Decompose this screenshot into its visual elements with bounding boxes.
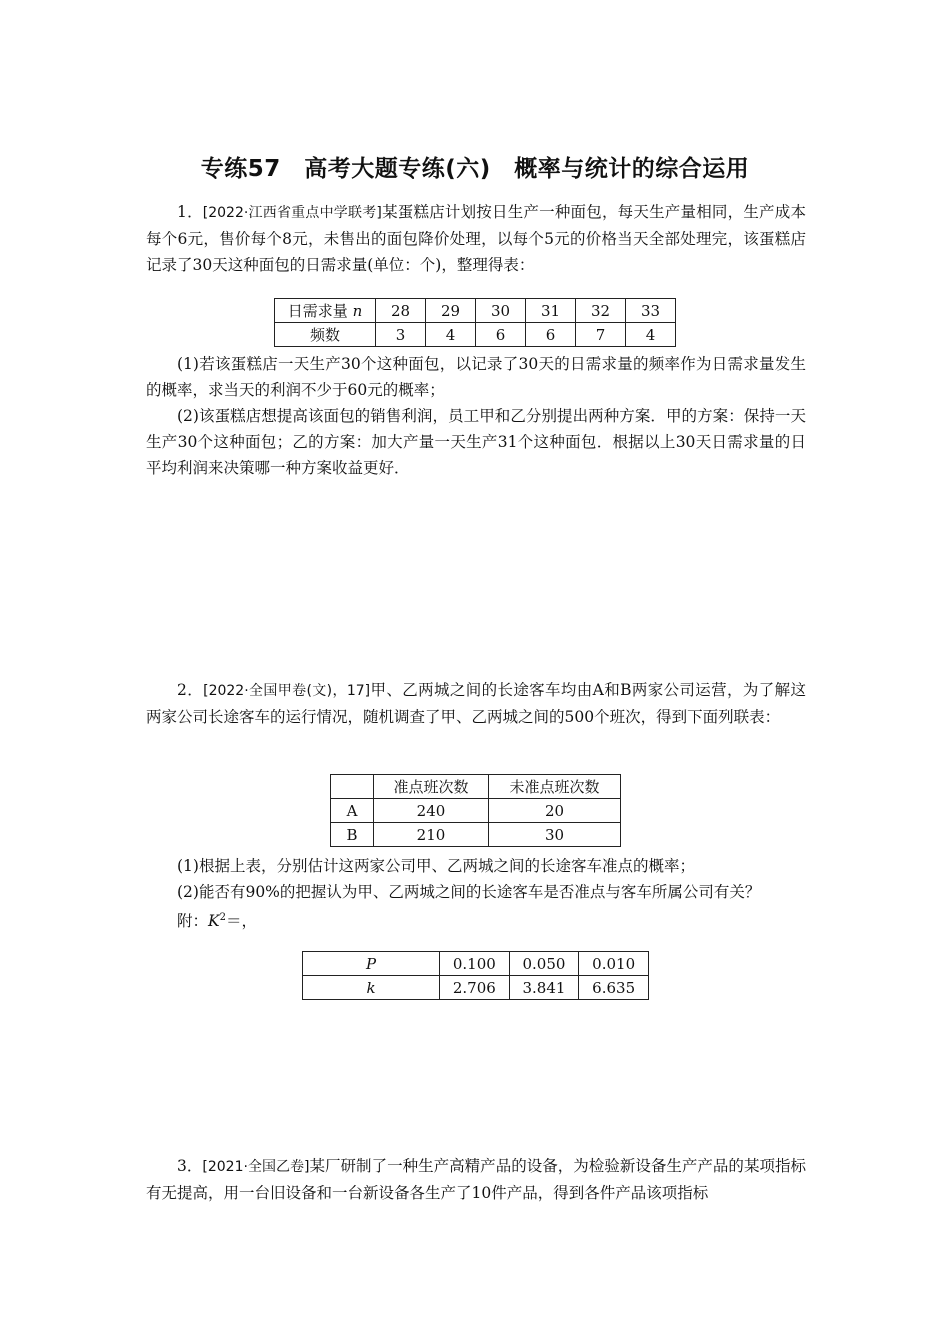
table-cell: 0.100: [440, 952, 510, 976]
table-cell: 31: [526, 299, 576, 323]
table-row: [331, 823, 621, 847]
table-row: [303, 952, 649, 976]
table-cell: [331, 775, 374, 799]
q2-source: [2022·全国甲卷(文)，17]: [203, 683, 371, 699]
table-cell: 4: [626, 323, 676, 347]
table-cell: 6: [526, 323, 576, 347]
q3-stem-paragraph: [146, 1153, 806, 1206]
page-title: 专练57 高考大题专练(六) 概率与统计的综合运用: [200, 156, 750, 182]
q1-part1: (1)若该蛋糕店一天生产30个这种面包，以记录了30天的日需求量的频率作为日需求量发生的概率，求当天的利润不少于60元的概率；: [146, 355, 806, 399]
q2-stem-paragraph: [146, 677, 806, 730]
q1-demand-table: [274, 298, 676, 347]
table-cell: 4: [426, 323, 476, 347]
table-cell: 6: [476, 323, 526, 347]
table-cell: 频数: [275, 323, 376, 347]
table-cell: P: [303, 952, 440, 976]
q1-source: [2022·江西省重点中学联考]: [202, 205, 382, 221]
table-cell: 2.706: [440, 976, 510, 1000]
q1-number: 1．: [177, 203, 203, 221]
q3-stem: 某厂研制了一种生产高精产品的设备，为检验新设备生产产品的某项指标有无提高，用一台旧设备和一台新设备各生产了10件产品，得到各件产品该项指标: [146, 1157, 806, 1202]
table-row: [331, 799, 621, 823]
table-cell: 日需求量 n: [275, 299, 376, 323]
q1-stem-paragraph: [146, 199, 806, 278]
q2-part2: (2)能否有90%的把握认为甲、乙两城之间的长途客车是否准点与客车所属公司有关？: [177, 883, 761, 901]
table-cell: 0.010: [579, 952, 649, 976]
table-cell: 未准点班次数: [489, 775, 621, 799]
table-cell: 33: [626, 299, 676, 323]
q3-number: 3．: [177, 1157, 203, 1175]
table-cell: 240: [374, 799, 489, 823]
table-cell: 28: [376, 299, 426, 323]
table-cell: B: [331, 823, 374, 847]
table-cell: 30: [476, 299, 526, 323]
table-row: [275, 299, 676, 323]
table-cell: 20: [489, 799, 621, 823]
table-cell: 0.050: [509, 952, 579, 976]
table-cell: 7: [576, 323, 626, 347]
q2-part1: (1)根据上表，分别估计这两家公司甲、乙两城之间的长途客车准点的概率；: [177, 857, 695, 875]
q2-appendix: 附：$K^2=$，: [177, 912, 257, 931]
q1-stem: 某蛋糕店计划按日生产一种面包，每天生产量相同，生产成本每个6元，售价每个8元，未售出的面包降价处理，以每个5元的价格当天全部处理完，该蛋糕店记录了30天这种面包的日需求量(单位：个)，整理得表：: [146, 203, 806, 274]
table-cell: 准点班次数: [374, 775, 489, 799]
table-cell: 210: [374, 823, 489, 847]
table-cell: 6.635: [579, 976, 649, 1000]
table-row: [303, 976, 649, 1000]
q2-number: 2．: [177, 681, 204, 699]
table-cell: k: [303, 976, 440, 1000]
q1-part2: (2)该蛋糕店想提高该面包的销售利润，员工甲和乙分别提出两种方案．甲的方案：保持一天生产30个这种面包；乙的方案：加大产量一天生产31个这种面包．根据以上30天日需求量的日平均利润来决策哪一种方案收益更好．: [146, 407, 806, 477]
q3-source: [2021·全国乙卷]: [202, 1159, 310, 1175]
q2-contingency-table: [330, 774, 621, 847]
table-cell: 3.841: [509, 976, 579, 1000]
table-row: [331, 775, 621, 799]
q2-critical-value-table: [302, 951, 649, 1000]
table-cell: 3: [376, 323, 426, 347]
table-cell: A: [331, 799, 374, 823]
table-cell: 32: [576, 299, 626, 323]
table-cell: 29: [426, 299, 476, 323]
q2-stem: 甲、乙两城之间的长途客车均由A和B两家公司运营，为了解这两家公司长途客车的运行情况，随机调查了甲、乙两城之间的500个班次，得到下面列联表：: [146, 681, 806, 726]
table-cell: 30: [489, 823, 621, 847]
table-row: [275, 323, 676, 347]
